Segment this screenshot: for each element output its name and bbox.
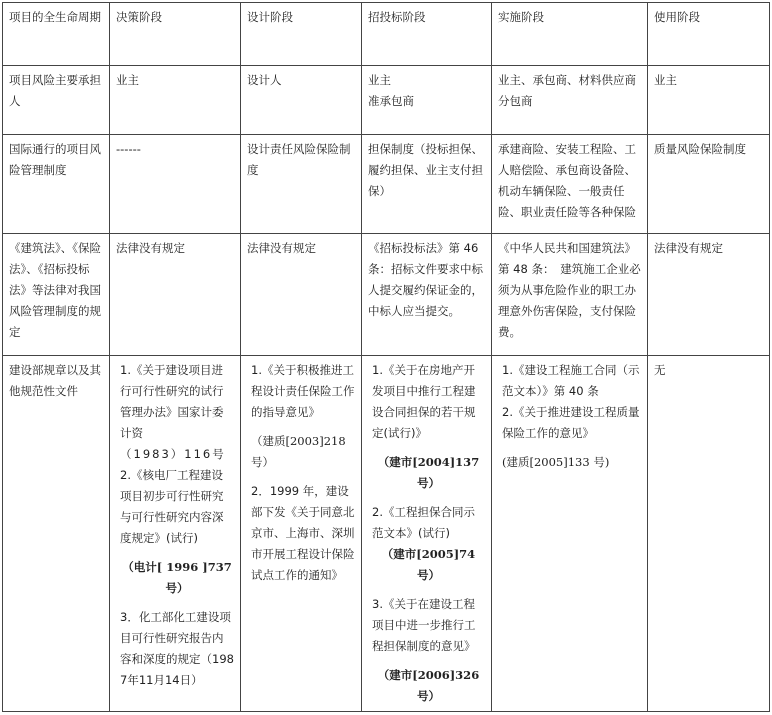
header-implementation: 实施阶段 [492, 3, 648, 66]
ministry-rules-row [3, 356, 770, 712]
risk-bearer-bidding [362, 66, 492, 135]
intl-system-decision: ------ [110, 135, 241, 234]
risk-bearer-row [3, 66, 770, 135]
implementation-doc-2: 2.《关于推进建设工程质量保险工作的意见》 [502, 405, 640, 440]
intl-system-design: 设计责任风险保险制度 [241, 135, 362, 234]
risk-bearer-implementation [492, 66, 648, 135]
risk-bearer-decision: 业主 [110, 66, 241, 135]
decision-doc-1-number: （1983）116号 [120, 447, 226, 461]
law-regulation-implementation: 《中华人民共和国建筑法》第 48 条： 建筑施工企业必须为从事危险作业的职工办理意外伤害保险，支付保险费。 [492, 234, 648, 356]
design-doc-1: 1.《关于积极推进工程设计责任保险工作的指导意见》 [251, 363, 355, 419]
law-regulation-label: 《建筑法》、《保险法》、《招标投标法》等法律对我国风险管理制度的规定 [3, 234, 110, 356]
ministry-rules-label: 建设部规章以及其他规范性文件 [3, 356, 110, 712]
header-design: 设计阶段 [241, 3, 362, 66]
ministry-rules-implementation [492, 356, 648, 712]
decision-doc-2-ref: （电计[ 1996 ]737 号） [122, 560, 232, 595]
bidding-doc-3: 3.《关于在建设工程项目中进一步推行工程担保制度的意见》 [372, 597, 476, 653]
implementation-doc-2-ref: (建质[2005]133 号) [502, 455, 610, 469]
risk-bearer-implementation-sub: 分包商 [498, 94, 533, 108]
risk-bearer-design: 设计人 [241, 66, 362, 135]
law-regulation-design: 法律没有规定 [241, 234, 362, 356]
design-doc-1-ref: （建质[2003]218 号） [251, 434, 346, 469]
ministry-rules-bidding [362, 356, 492, 712]
ministry-rules-usage: 无 [648, 356, 770, 712]
law-regulation-bidding: 《招标投标法》第 46 条：招标文件要求中标人提交履约保证金的，中标人应当提交。 [362, 234, 492, 356]
law-regulation-decision: 法律没有规定 [110, 234, 241, 356]
header-bidding: 招投标阶段 [362, 3, 492, 66]
implementation-doc-1: 1.《建设工程施工合同（示范文本）》第 40 条 [502, 363, 640, 398]
header-row [3, 3, 770, 66]
decision-doc-1: 1.《关于建设项目进行可行性研究的试行管理办法》国家计委计资 [120, 363, 224, 440]
header-lifecycle: 项目的全生命周期 [3, 3, 110, 66]
law-regulation-usage: 法律没有规定 [648, 234, 770, 356]
bidding-doc-3-ref: （建市[2006]326 号） [377, 668, 480, 703]
header-usage: 使用阶段 [648, 3, 770, 66]
intl-system-label: 国际通行的项目风险管理制度 [3, 135, 110, 234]
intl-system-bidding: 担保制度（投标担保、履约担保、业主支付担保） [362, 135, 492, 234]
law-regulation-row [3, 234, 770, 356]
ministry-rules-design [241, 356, 362, 712]
bidding-doc-1-ref: （建市[2004]137 号） [377, 455, 480, 490]
bidding-doc-2: 2.《工程担保合同示范文本》(试行) [372, 505, 475, 540]
risk-bearer-bidding-owner: 业主 [368, 73, 391, 87]
risk-bearer-bidding-contractor: 准承包商 [368, 94, 414, 108]
bidding-doc-1: 1.《关于在房地产开发项目中推行工程建设合同担保的若干规定(试行)》 [372, 363, 476, 440]
risk-bearer-label: 项目风险主要承担人 [3, 66, 110, 135]
risk-bearer-implementation-main: 业主、承包商、材料供应商 [498, 73, 636, 87]
intl-system-usage: 质量风险保险制度 [648, 135, 770, 234]
risk-bearer-usage: 业主 [648, 66, 770, 135]
header-decision: 决策阶段 [110, 3, 241, 66]
bidding-doc-2-ref: （建市[2005]74 号） [381, 547, 476, 582]
design-doc-2: 2．1999 年，建设部下发《关于同意北京市、上海市、深圳市开展工程设计保险试点工作的通知》 [251, 484, 355, 582]
decision-doc-2: 2.《核电厂工程建设项目初步可行性研究与可行性研究内容深度规定》(试行) [120, 468, 224, 545]
ministry-rules-decision [110, 356, 241, 712]
intl-system-implementation: 承建商险、安装工程险、工人赔偿险、承包商设备险、机动车辆保险、一般责任险、职业责任险等各种保险 [492, 135, 648, 234]
risk-management-table [2, 2, 770, 712]
decision-doc-3: 3．化工部化工建设项目可行性研究报告内容和深度的规定（1987年11月14日） [120, 610, 234, 687]
intl-system-row [3, 135, 770, 234]
